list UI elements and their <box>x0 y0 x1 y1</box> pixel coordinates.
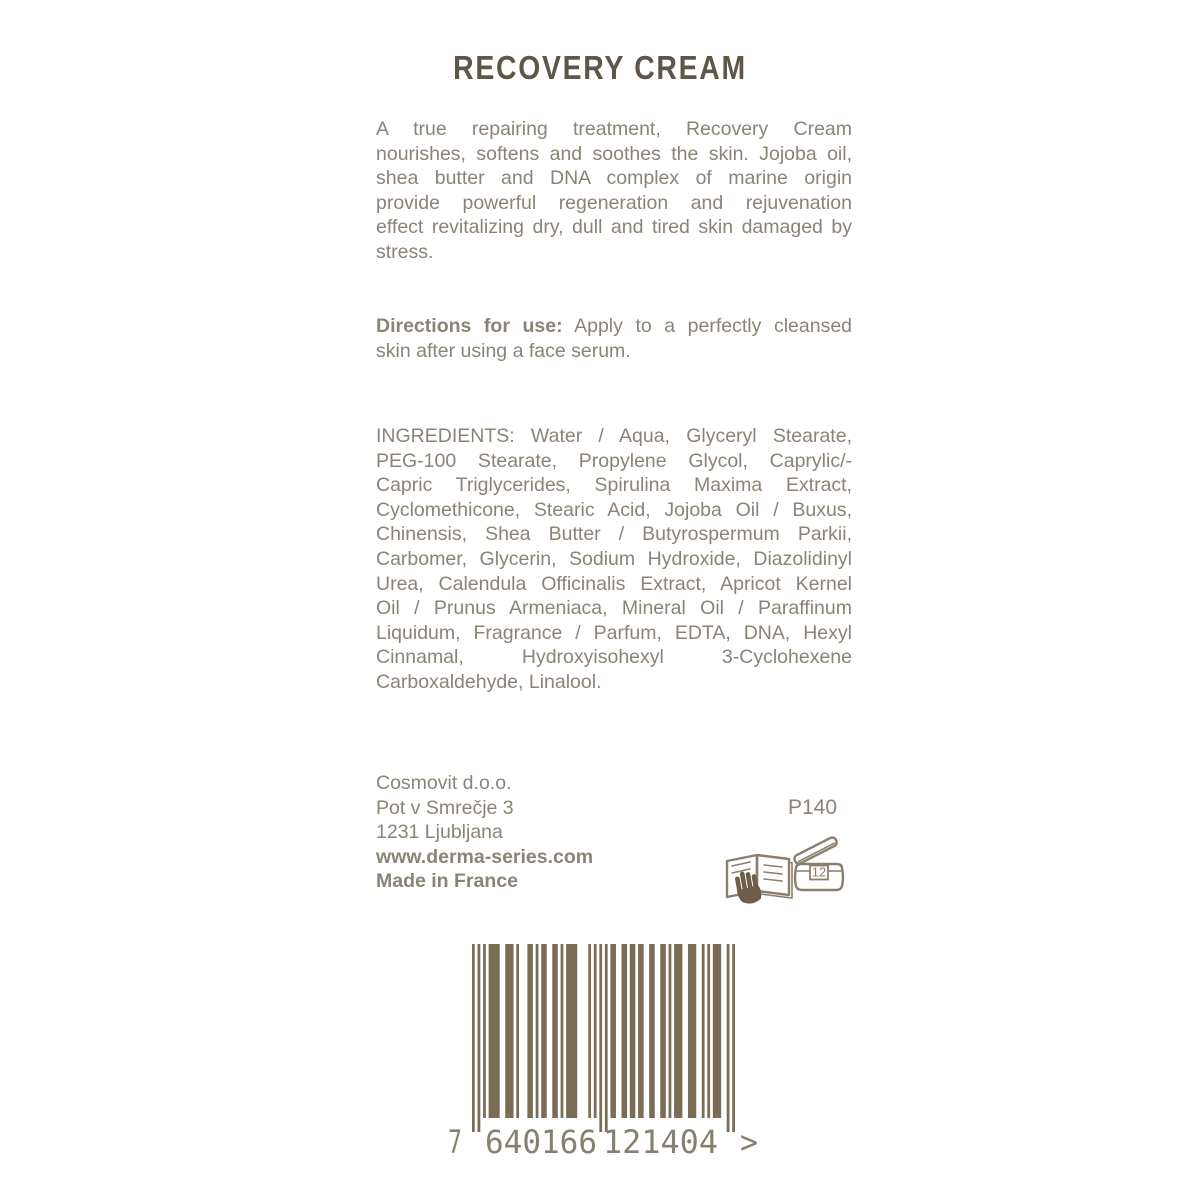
manufacturer-info <box>376 771 593 894</box>
product-title: RECOVERY CREAM <box>453 49 747 86</box>
text-line: Cyclomethicone, Stearic Acid, Jojoba Oil / Buxus, <box>376 498 852 521</box>
text-line: effect revitalizing dry, dull and tired skin damaged by <box>376 216 852 239</box>
text-line: shea butter and DNA complex of marine origin <box>376 167 852 190</box>
barcode <box>446 944 764 1159</box>
text-line: Carboxaldehyde, Linalool. <box>376 670 602 693</box>
text-line: Cinnamal, Hydroxyisohexyl 3-Cyclohexene <box>376 646 852 669</box>
text-line: provide powerful regeneration and rejuvenation <box>376 191 852 214</box>
pao-months: 12 <box>811 864 827 880</box>
text-line: nourishes, softens and soothes the skin. Jojoba oil, <box>376 142 852 165</box>
company-line: www.derma-series.com <box>376 845 594 868</box>
directions-text: Apply to a perfectly cleansed <box>574 315 853 337</box>
text-line: Capric Triglycerides, Spirulina Maxima Extract, <box>376 474 852 497</box>
ingredients-paragraph <box>376 424 852 695</box>
company-line: Made in France <box>376 870 518 892</box>
company-line: 1231 Ljubljana <box>376 821 503 843</box>
text-line: A true repairing treatment, Recovery Cream <box>376 118 852 140</box>
directions-paragraph <box>376 314 852 363</box>
svg-text:640166: 640166 <box>485 1123 597 1159</box>
svg-text:7: 7 <box>448 1123 462 1159</box>
text-line: Oil / Prunus Armeniaca, Mineral Oil / Paraffinum <box>376 597 852 620</box>
text-line: Urea, Calendula Officinalis Extract, Apricot Kernel <box>376 572 852 595</box>
company-line: Cosmovit d.o.o. <box>376 772 512 794</box>
hand-glyph <box>734 869 763 906</box>
svg-text:>: > <box>740 1123 758 1159</box>
company-line: Pot v Smrečje 3 <box>376 796 514 819</box>
batch-code: P140 <box>788 796 838 819</box>
text-line: PEG-100 Stearate, Propylene Glycol, Caprylic/- <box>376 449 852 472</box>
text-line: stress. <box>376 240 434 263</box>
text-line: Chinensis, Shea Butter / Butyrospermum Parkii, <box>376 523 852 546</box>
refer-to-leaflet-icon <box>720 848 796 910</box>
description-paragraph <box>376 117 852 265</box>
text-line: Carbomer, Glycerin, Sodium Hydroxide, Diazolidinyl <box>376 547 852 570</box>
text-line: Liquidum, Fragrance / Parfum, EDTA, DNA, Hexyl <box>376 621 852 644</box>
period-after-opening-jar-icon <box>786 830 854 904</box>
text-line: INGREDIENTS: Water / Aqua, Glyceryl Stearate, <box>376 425 852 447</box>
directions-line-2: skin after using a face serum. <box>376 339 631 362</box>
svg-text:121404: 121404 <box>603 1123 718 1159</box>
directions-line-1 <box>376 314 852 339</box>
directions-label: Directions for use: <box>376 315 563 337</box>
